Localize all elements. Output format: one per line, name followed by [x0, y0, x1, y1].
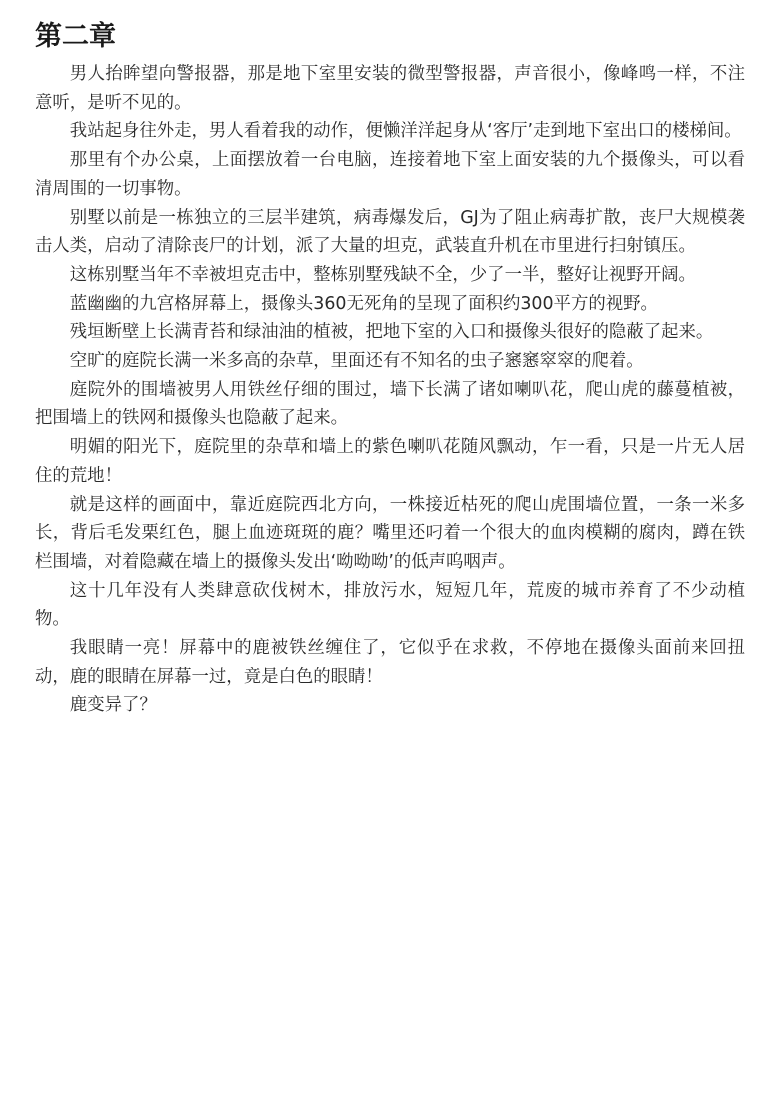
paragraph-7: 残垣断壁上长满青苔和绿油油的植被，把地下室的入口和摄像头很好的隐蔽了起来。 — [69, 322, 714, 343]
paragraph-3: 那里有个办公桌，上面摆放着一台电脑，连接着地下室上面安装的九个摄像头，可以看清周围的一切事物。 — [35, 150, 745, 199]
paragraph-5: 这栋别墅当年不幸被坦克击中，整栋别墅残缺不全，少了一半，整好让视野开阔。 — [69, 264, 696, 285]
paragraph-10: 明媚的阳光下，庭院里的杂草和墙上的紫色喇叭花随风飘动，乍一看，只是一片无人居住的荒地！ — [35, 437, 745, 486]
paragraph-1: 男人抬眸望向警报器，那是地下室里安装的微型警报器，声音很小，像峰鸣一样，不注意听，是听不见的。 — [35, 64, 745, 113]
paragraph-12: 这十几年没有人类肆意砍伐树木，排放污水，短短几年，荒废的城市养育了不少动植物。 — [35, 580, 745, 630]
paragraph-11: 就是这样的画面中，靠近庭院西北方向，一株接近枯死的爬山虎围墙位置，一条一米多长，背后毛发栗红色，腿上血迹斑斑的鹿？嘴里还叼着一个很大的血肉模糊的腐肉，蹲在铁栏围墙，对着隐藏在墙上的摄像头发出‘呦呦呦’的低声呜咽声。 — [35, 494, 745, 572]
chapter-body — [35, 60, 745, 720]
paragraph-14: 鹿变异了？ — [69, 695, 157, 716]
paragraph-2: 我站起身往外走，男人看着我的动作，便懒洋洋起身从‘客厅’走到地下室出口的楼梯间。 — [69, 121, 742, 142]
paragraph-6: 蓝幽幽的九宫格屏幕上，摄像头360无死角的呈现了面积约300平方的视野。 — [69, 293, 658, 314]
paragraph-9: 庭院外的围墙被男人用铁丝仔细的围过，墙下长满了诸如喇叭花，爬山虎的藤蔓植被，把围墙上的铁网和摄像头也隐蔽了起来。 — [35, 379, 745, 429]
paragraph-4: 别墅以前是一栋独立的三层半建筑，病毒爆发后，GJ为了阻止病毒扩散，丧尸大规模袭击人类，启动了清除丧尸的计划，派了大量的坦克，武装直升机在市里进行扫射镇压。 — [35, 207, 745, 257]
paragraph-8: 空旷的庭院长满一米多高的杂草，里面还有不知名的虫子窸窸窣窣的爬着。 — [69, 351, 644, 372]
paragraph-13: 我眼睛一亮！屏幕中的鹿被铁丝缠住了，它似乎在求救，不停地在摄像头面前来回扭动，鹿的眼睛在屏幕一过，竟是白色的眼睛！ — [35, 638, 745, 687]
chapter-title: 第二章 — [35, 21, 116, 52]
chapter-page — [35, 18, 745, 720]
